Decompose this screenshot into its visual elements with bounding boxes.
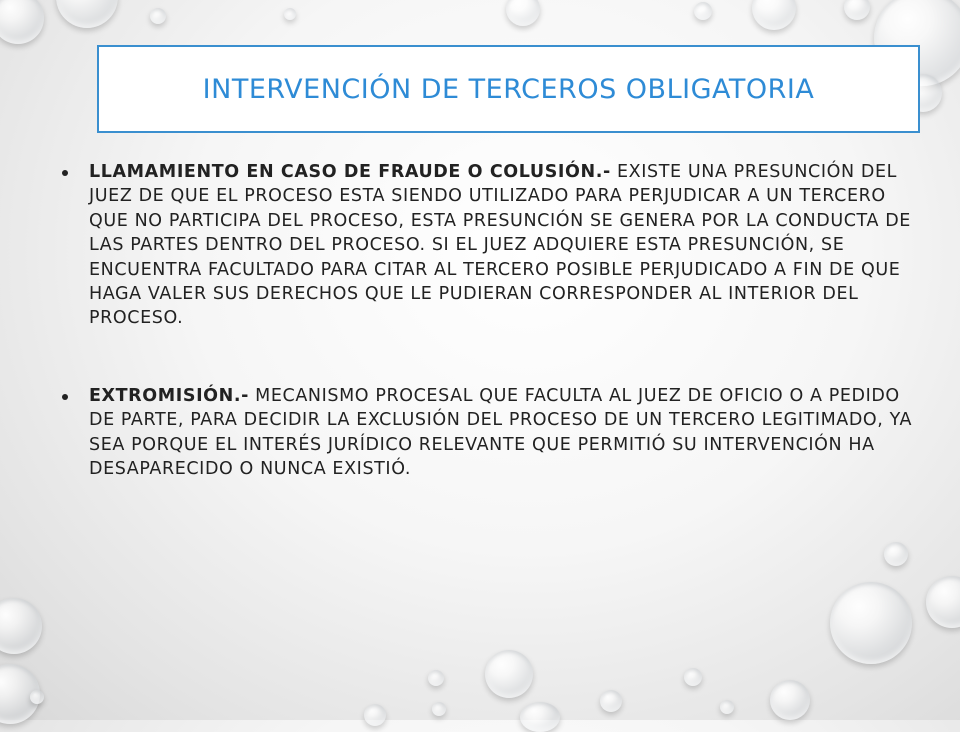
bullet-term: EXTROMISIÓN.- <box>89 385 250 406</box>
bullet-dot-icon <box>62 394 68 400</box>
water-drop-icon <box>284 8 296 20</box>
water-drop-icon <box>0 0 44 44</box>
water-drop-icon <box>926 576 960 628</box>
bullet-dot-icon <box>62 170 68 176</box>
water-drop-icon <box>770 680 810 720</box>
water-drop-icon <box>485 650 533 698</box>
water-drop-icon <box>56 0 118 28</box>
water-drop-icon <box>520 702 560 732</box>
bullet-list <box>62 160 922 481</box>
water-drop-icon <box>30 690 44 704</box>
bullet-text: MECANISMO PROCESAL QUE FACULTA AL JUEZ DE OFICIO O A PEDIDO DE PARTE, PARA DECIDIR LA EXCLUSIÓN DEL PROCESO DE UN TERCERO LEGITIMADO, YA SEA PORQUE EL INTERÉS JURÍDICO RELEVANTE QUE PERMITIÓ SU INTERVENCIÓN HA DESAPARECIDO O NUNCA EXISTIÓ. <box>89 385 913 480</box>
water-drop-icon <box>844 0 870 20</box>
water-drop-icon <box>684 668 702 686</box>
water-drop-icon <box>506 0 540 26</box>
water-drop-icon <box>694 2 712 20</box>
water-drop-icon <box>364 704 386 726</box>
water-drop-icon <box>830 582 912 664</box>
bullet-term: LLAMAMIENTO EN CASO DE FRAUDE O COLUSIÓN.- <box>89 162 611 182</box>
slide-title: INTERVENCIÓN DE TERCEROS OBLIGATORIA <box>202 73 815 105</box>
water-drop-icon <box>0 598 42 654</box>
water-drop-icon <box>600 690 622 712</box>
water-drop-icon <box>884 542 908 566</box>
water-drop-icon <box>150 8 166 24</box>
bullet-text: EXISTE UNA PRESUNCIÓN DEL JUEZ DE QUE EL PROCESO ESTA SIENDO UTILIZADO PARA PERJUDICAR A UN TERCERO QUE NO PARTICIPA DEL PROCESO, ESTA PRESUNCIÓN SE GENERA POR LA CONDUCTA DE LAS PARTES DENTRO DEL PROCESO. SI EL JUEZ ADQUIERE ESTA PRESUNCIÓN, SE ENCUENTRA FACULTADO PARA CITAR AL TERCERO POSIBLE PERJUDICADO A FIN DE QUE HAGA VALER SUS DERECHOS QUE LE PUDIERAN CORRESPONDER AL INTERIOR DEL PROCESO. <box>89 162 911 329</box>
water-drop-icon <box>720 700 734 714</box>
water-drop-icon <box>752 0 796 30</box>
water-drop-icon <box>432 702 446 716</box>
water-drop-icon <box>428 670 444 686</box>
bullet-item-extromision <box>62 384 922 482</box>
bullet-item-llamamiento <box>62 160 922 331</box>
title-box <box>97 45 920 133</box>
